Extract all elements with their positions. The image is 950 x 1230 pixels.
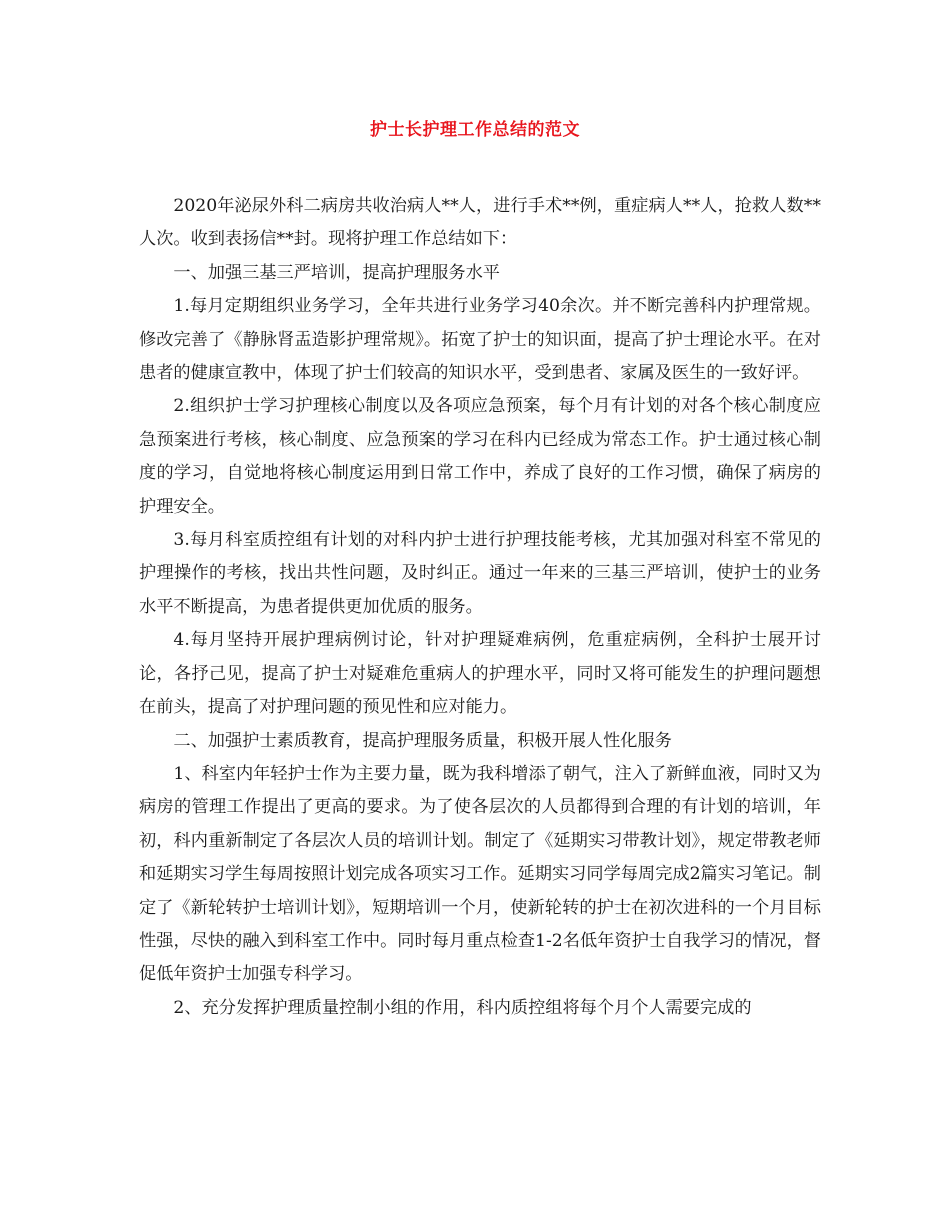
document-title: 护士长护理工作总结的范文 — [370, 120, 580, 140]
section-heading-1: 一、加强三基三严培训，提高护理服务水平 — [173, 262, 500, 283]
paragraph-1-1: 1.每月定期组织业务学习，全年共进行业务学习40余次。并不断完善科内护理常规。修改完善了《静脉肾盂造影护理常规》。拓宽了护士的知识面，提高了护士理论水平。在对患者的健康宣教中，体现了护士们较高的知识水平，受到患者、家属及医生的一致好评。 — [139, 296, 821, 384]
paragraph-2-2: 2、充分发挥护理质量控制小组的作用，科内质控组将每个月个人需要完成的 — [173, 997, 752, 1018]
document-body — [139, 190, 821, 1025]
paragraph-1-4: 4.每月坚持开展护理病例讨论，针对护理疑难病例，危重症病例，全科护士展开讨论，各抒己见，提高了护士对疑难危重病人的护理水平，同时又将可能发生的护理问题想在前头，提高了对护理问题的预见性和应对能力。 — [139, 630, 821, 718]
paragraph-1-2: 2.组织护士学习护理核心制度以及各项应急预案，每个月有计划的对各个核心制度应急预案进行考核，核心制度、应急预案的学习在科内已经成为常态工作。护士通过核心制度的学习，自觉地将核心制度运用到日常工作中，养成了良好的工作习惯，确保了病房的护理安全。 — [139, 396, 821, 517]
section-heading-2: 二、加强护士素质教育，提高护理服务质量，积极开展人性化服务 — [173, 730, 672, 751]
paragraph-2-1: 1、科室内年轻护士作为主要力量，既为我科增添了朝气，注入了新鲜血液，同时又为病房的管理工作提出了更高的要求。为了使各层次的人员都得到合理的有计划的培训，年初，科内重新制定了各层次人员的培训计划。制定了《延期实习带教计划》，规定带教老师和延期实习学生每周按照计划完成各项实习工作。延期实习同学每周完成2篇实习笔记。制定了《新轮转护士培训计划》，短期培训一个月，使新轮转的护士在初次进科的一个月目标性强，尽快的融入到科室工作中。同时每月重点检查1-2名低年资护士自我学习的情况，督促低年资护士加强专科学习。 — [139, 763, 821, 985]
paragraph-intro: 2020年泌尿外科二病房共收治病人**人，进行手术**例，重症病人**人，抢救人数**人次。收到表扬信**封。现将护理工作总结如下： — [139, 196, 821, 250]
paragraph-1-3: 3.每月科室质控组有计划的对科内护士进行护理技能考核，尤其加强对科室不常见的护理操作的考核，找出共性问题，及时纠正。通过一年来的三基三严培训，使护士的业务水平不断提高，为患者提供更加优质的服务。 — [139, 530, 821, 617]
